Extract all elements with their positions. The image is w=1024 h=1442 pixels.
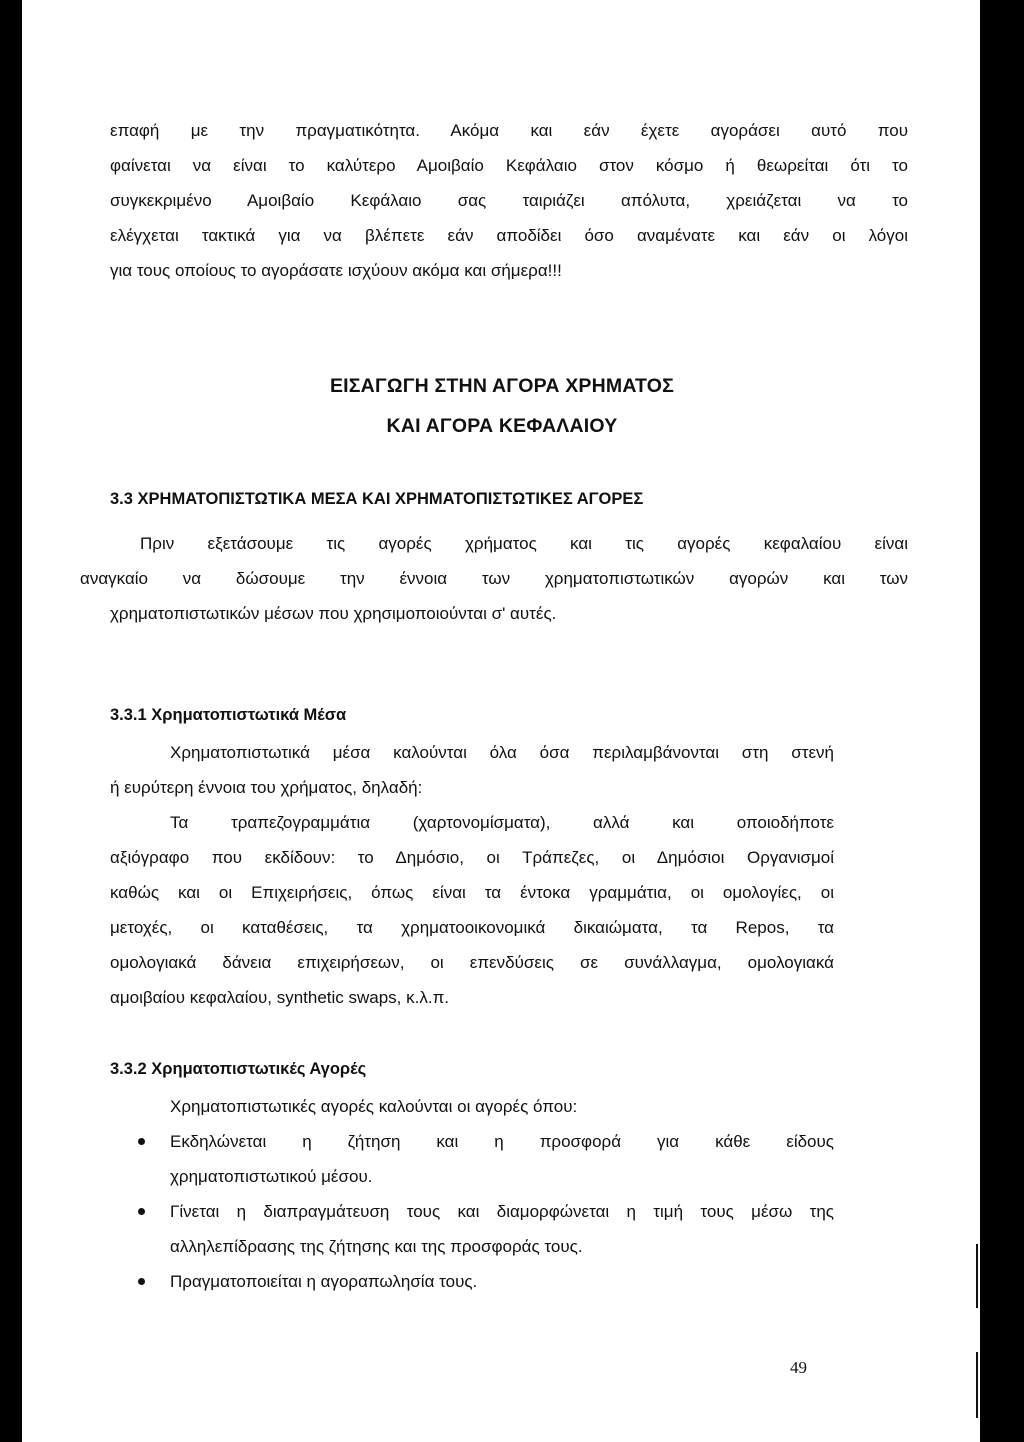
section-3-3-2-heading: 3.3.2 Χρηματοπιστωτικές Αγορές (110, 1060, 367, 1078)
section-3-3-1-line: καθώς και οι Επιχειρήσεις, όπως είναι τα έντοκα γραμμάτια, οι ομολογίες, οι (110, 883, 834, 902)
bullet-list (110, 1124, 834, 1299)
section-3-3-heading: 3.3 ΧΡΗΜΑΤΟΠΙΣΤΩΤΙΚΑ ΜΕΣΑ ΚΑΙ ΧΡΗΜΑΤΟΠΙΣΤΩΤΙΚΕΣ ΑΓΟΡΕΣ (110, 490, 644, 508)
bullet-item (110, 1194, 834, 1264)
intro-line: ελέγχεται τακτικά για να βλέπετε εάν αποδίδει όσο αναμένατε και εάν οι λόγοι (110, 226, 908, 245)
section-3-3-paragraph (80, 526, 908, 631)
section-3-3-1-line: αξιόγραφο που εκδίδουν: το Δημόσιο, οι Τράπεζες, οι Δημόσιοι Οργανισμοί (110, 848, 834, 867)
section-3-3-line: Πριν εξετάσουμε τις αγορές χρήματος και τις αγορές κεφαλαίου είναι (140, 534, 908, 553)
intro-line: συγκεκριμένο Αμοιβαίο Κεφάλαιο σας ταιριάζει απόλυτα, χρειάζεται να το (110, 191, 908, 210)
chapter-title-line-2: ΚΑΙ ΑΓΟΡΑ ΚΕΦΑΛΑΙΟΥ (386, 415, 618, 437)
section-3-3-1-line: ή ευρύτερη έννοια του χρήματος, δηλαδή: (110, 778, 423, 797)
bullet-line: αλληλεπίδρασης της ζήτησης και της προσφοράς τους. (170, 1237, 583, 1256)
section-3-3-1-line: Τα τραπεζογραμμάτια (χαρτονομίσματα), αλλά και οποιοδήποτε (170, 813, 834, 832)
section-3-3-1-line: Χρηματοπιστωτικά μέσα καλούνται όλα όσα περιλαμβάνονται στη στενή (170, 743, 834, 762)
margin-rule (976, 1244, 978, 1308)
intro-line: φαίνεται να είναι το καλύτερο Αμοιβαίο Κεφάλαιο στον κόσμο ή θεωρείται ότι το (110, 156, 908, 175)
section-3-3-2-intro: Χρηματοπιστωτικές αγορές καλούνται οι αγορές όπου: (170, 1097, 578, 1116)
bullet-dot-icon (138, 1208, 145, 1215)
section-3-3-line: αναγκαίο να δώσουμε την έννοια των χρηματοπιστωτικών αγορών και των (80, 569, 908, 588)
chapter-title-line-1: ΕΙΣΑΓΩΓΗ ΣΤΗΝ ΑΓΟΡΑ ΧΡΗΜΑΤΟΣ (329, 375, 675, 397)
bullet-item (110, 1264, 834, 1299)
section-3-3-1-heading: 3.3.1 Χρηματοπιστωτικά Μέσα (110, 706, 347, 724)
bullet-dot-icon (138, 1138, 145, 1145)
document-page (22, 0, 980, 1442)
section-3-3-1-line: μετοχές, οι καταθέσεις, τα χρηματοοικονομικά δικαιώματα, τα Repos, τα (110, 918, 834, 937)
section-3-3-1-paragraph-2 (110, 805, 834, 1015)
intro-line: επαφή με την πραγματικότητα. Ακόμα και εάν έχετε αγοράσει αυτό που (110, 121, 908, 140)
bullet-line: Εκδηλώνεται η ζήτηση και η προσφορά για κάθε είδους (170, 1132, 834, 1151)
bullet-dot-icon (138, 1278, 145, 1285)
bullet-item (110, 1124, 834, 1194)
bullet-line: Γίνεται η διαπραγμάτευση τους και διαμορφώνεται η τιμή τους μέσω της (170, 1202, 834, 1221)
section-3-3-1-line: αμοιβαίου κεφαλαίου, synthetic swaps, κ.λ.π. (110, 988, 450, 1007)
margin-rule (976, 1352, 978, 1418)
intro-paragraph (110, 113, 908, 288)
bullet-line: Πραγματοποιείται η αγοραπωλησία τους. (170, 1272, 478, 1291)
section-3-3-line: χρηματοπιστωτικών μέσων που χρησιμοποιούνται σ' αυτές. (110, 604, 557, 623)
section-3-3-1-paragraph-1 (110, 735, 834, 805)
section-3-3-1-line: ομολογιακά δάνεια επιχειρήσεων, οι επενδύσεις σε συνάλλαγμα, ομολογιακά (110, 953, 834, 972)
intro-line: για τους οποίους το αγοράσατε ισχύουν ακόμα και σήμερα!!! (110, 261, 562, 280)
bullet-line: χρηματοπιστωτικού μέσου. (170, 1167, 373, 1186)
page-number: 49 (790, 1358, 807, 1377)
